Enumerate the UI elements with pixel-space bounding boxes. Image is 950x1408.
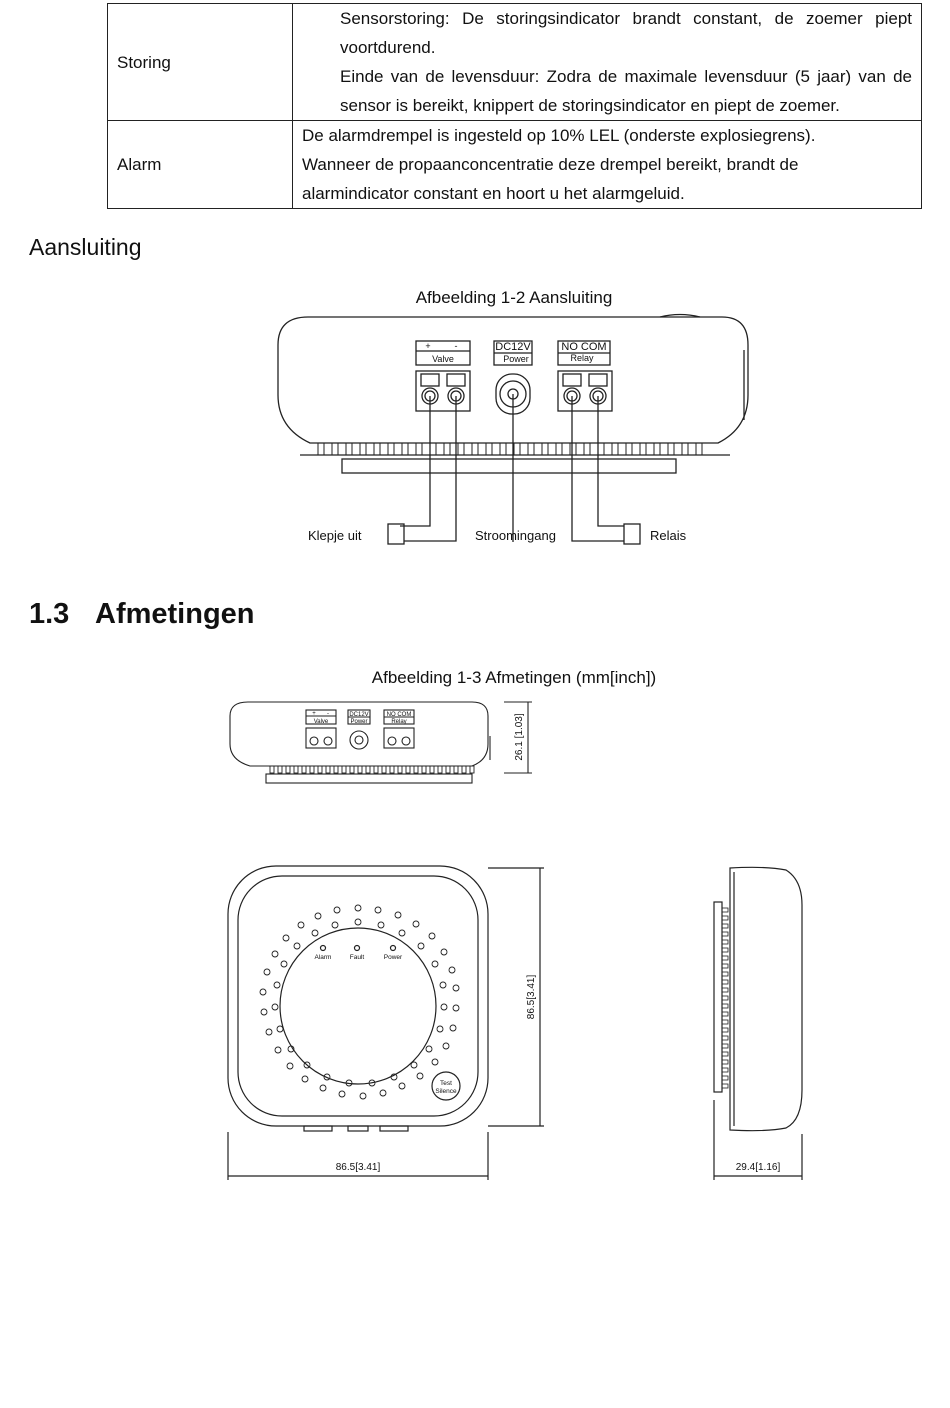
- vent-holes: [260, 905, 459, 1099]
- relay-label: Relay: [570, 353, 594, 363]
- back-relay-label: Relay: [391, 719, 407, 725]
- dc12v-label: DC12V: [495, 341, 531, 353]
- valve-minus-label: -: [454, 341, 458, 351]
- alarm-text-1: De alarmdrempel is ingesteld op 10% LEL (onderste explosiegrens).: [302, 126, 816, 145]
- row-label-storing: Storing: [108, 4, 293, 121]
- alarm-text-3: alarmindicator constant en hoort u het alarmgeluid.: [302, 184, 685, 203]
- klepje-uit-label: Klepje uit: [308, 528, 362, 543]
- row-label-alarm: Alarm: [108, 121, 293, 209]
- back-nocom-label: NO COM: [386, 712, 412, 718]
- side-view-diagram: [706, 860, 816, 1180]
- height-dimension-label: 26.1 [1.03]: [514, 713, 525, 761]
- back-minus-label: -: [327, 711, 329, 717]
- power-label: Power: [503, 354, 529, 364]
- back-plus-label: +: [312, 711, 316, 717]
- valve-plus-label: +: [425, 341, 431, 351]
- connection-diagram: [260, 310, 760, 555]
- section-heading-aansluiting: Aansluiting: [29, 234, 142, 260]
- section-title: Afmetingen: [95, 598, 255, 630]
- figure-caption-connection: Afbeelding 1-2 Aansluiting: [415, 288, 613, 307]
- table-row: [108, 4, 922, 121]
- front-width-dimension-label: 86.5[3.41]: [335, 1162, 381, 1173]
- back-view-diagram: [222, 696, 542, 790]
- storing-sensor-text: Sensorstoring: De storingsindicator brandt constant, de zoemer piept voortdurend.: [340, 9, 912, 57]
- back-valve-label: Valve: [313, 719, 329, 725]
- back-dc12v-label: DC12V: [349, 712, 369, 718]
- status-table: [107, 3, 922, 209]
- front-view-diagram: [222, 860, 552, 1185]
- vent-slots: [318, 443, 702, 455]
- test-button-label: Test: [440, 1080, 452, 1087]
- storing-lifetime-text: Einde van de levensduur: Zodra de maximale levensduur (5 jaar) van de sensor is bereikt, knippert de storingsindicator en piept de zoemer.: [340, 67, 912, 115]
- back-power-label: Power: [350, 719, 368, 725]
- nocom-label: NO COM: [561, 341, 607, 353]
- fault-indicator-label: Fault: [349, 954, 365, 961]
- power-indicator-label: Power: [383, 954, 403, 961]
- silence-button-label: Silence: [435, 1088, 457, 1095]
- section-number: 1.3: [29, 598, 70, 630]
- stroomingang-label: Stroomingang: [475, 528, 556, 543]
- alarm-text-2: Wanneer de propaanconcentratie deze drempel bereikt, brandt de: [302, 155, 799, 174]
- front-height-dimension-label: 86.5[3.41]: [526, 974, 537, 1020]
- alarm-indicator-label: Alarm: [314, 954, 332, 961]
- section-heading-afmetingen: [29, 598, 255, 631]
- table-row: [108, 121, 922, 209]
- figure-caption-dimensions: Afbeelding 1-3 Afmetingen (mm[inch]): [371, 668, 657, 687]
- relais-label: Relais: [650, 528, 687, 543]
- depth-dimension-label: 29.4[1.16]: [735, 1162, 781, 1173]
- valve-label: Valve: [432, 354, 454, 364]
